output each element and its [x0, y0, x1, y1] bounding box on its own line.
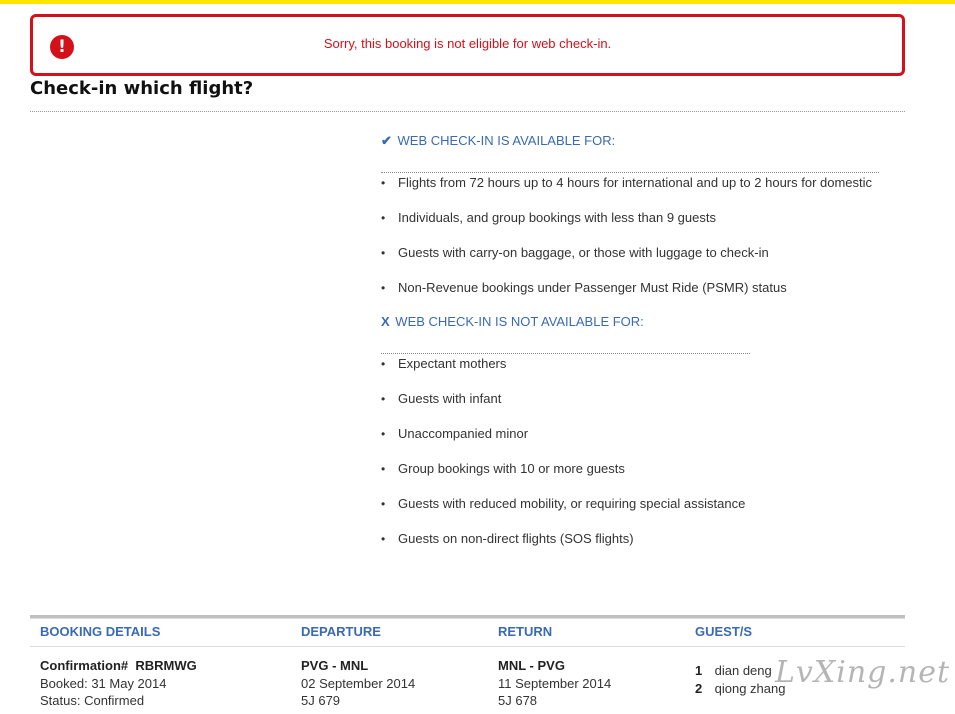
details-top-border [30, 615, 905, 619]
confirmation-row [40, 657, 197, 675]
confirmation-code: RBRMWG [135, 658, 197, 673]
confirmation-label: Confirmation# [40, 658, 129, 673]
list-item: • Guests with infant [381, 390, 745, 425]
guest-name: qiong zhang [714, 680, 786, 696]
booking-status: Status: Confirmed [40, 693, 145, 708]
booking-details-column [40, 623, 197, 710]
available-divider [381, 172, 879, 173]
guests-heading: GUEST/S [695, 624, 753, 639]
list-item: • Flights from 72 hours up to 4 hours for international and up to 2 hours for domestic [381, 174, 872, 209]
not-available-heading [381, 313, 644, 331]
list-item: • Guests with carry-on baggage, or those with luggage to check-in [381, 244, 872, 279]
list-item: • Non-Revenue bookings under Passenger Must Ride (PSMR) status [381, 279, 872, 314]
list-item: • Group bookings with 10 or more guests [381, 460, 745, 495]
booking-details-heading: BOOKING DETAILS [40, 624, 161, 639]
guest-number: 2 [695, 680, 703, 696]
list-item: • Guests on non-direct flights (SOS flights) [381, 530, 745, 565]
not-available-list [381, 355, 745, 565]
guest-row [695, 662, 785, 680]
return-flight: 5J 678 [498, 693, 538, 708]
cross-icon: X [381, 314, 390, 329]
not-available-heading-text: WEB CHECK-IN IS NOT AVAILABLE FOR: [395, 314, 644, 329]
departure-column [301, 623, 415, 710]
error-alert [30, 14, 905, 76]
return-date: 11 September 2014 [498, 675, 612, 691]
booked-date: Booked: 31 May 2014 [40, 675, 167, 691]
return-route: MNL - PVG [498, 658, 565, 673]
exclamation-icon: ! [50, 35, 74, 59]
guest-name: dian deng [714, 663, 772, 678]
not-available-divider [381, 353, 750, 354]
guest-row [695, 680, 785, 698]
available-heading-text: WEB CHECK-IN IS AVAILABLE FOR: [397, 133, 616, 148]
return-column [498, 623, 611, 710]
departure-flight: 5J 679 [301, 693, 341, 708]
departure-heading: DEPARTURE [301, 624, 381, 639]
available-heading [381, 132, 615, 150]
top-accent-bar [0, 0, 955, 4]
return-heading: RETURN [498, 624, 553, 639]
checkmark-icon: ✔ [381, 133, 392, 148]
list-item: • Unaccompanied minor [381, 425, 745, 460]
watermark: LvXing.net [775, 655, 951, 690]
guest-number: 1 [695, 663, 703, 678]
page-title: Check-in which flight? [30, 78, 254, 99]
title-divider [30, 111, 905, 112]
guests-column [695, 623, 785, 697]
departure-date: 02 September 2014 [301, 675, 416, 691]
error-message: Sorry, this booking is not eligible for web check-in. [323, 36, 612, 51]
departure-route: PVG - MNL [301, 658, 369, 673]
list-item: • Individuals, and group bookings with less than 9 guests [381, 209, 872, 244]
available-list [381, 174, 872, 314]
list-item: • Expectant mothers [381, 355, 745, 390]
list-item: • Guests with reduced mobility, or requiring special assistance [381, 495, 745, 530]
